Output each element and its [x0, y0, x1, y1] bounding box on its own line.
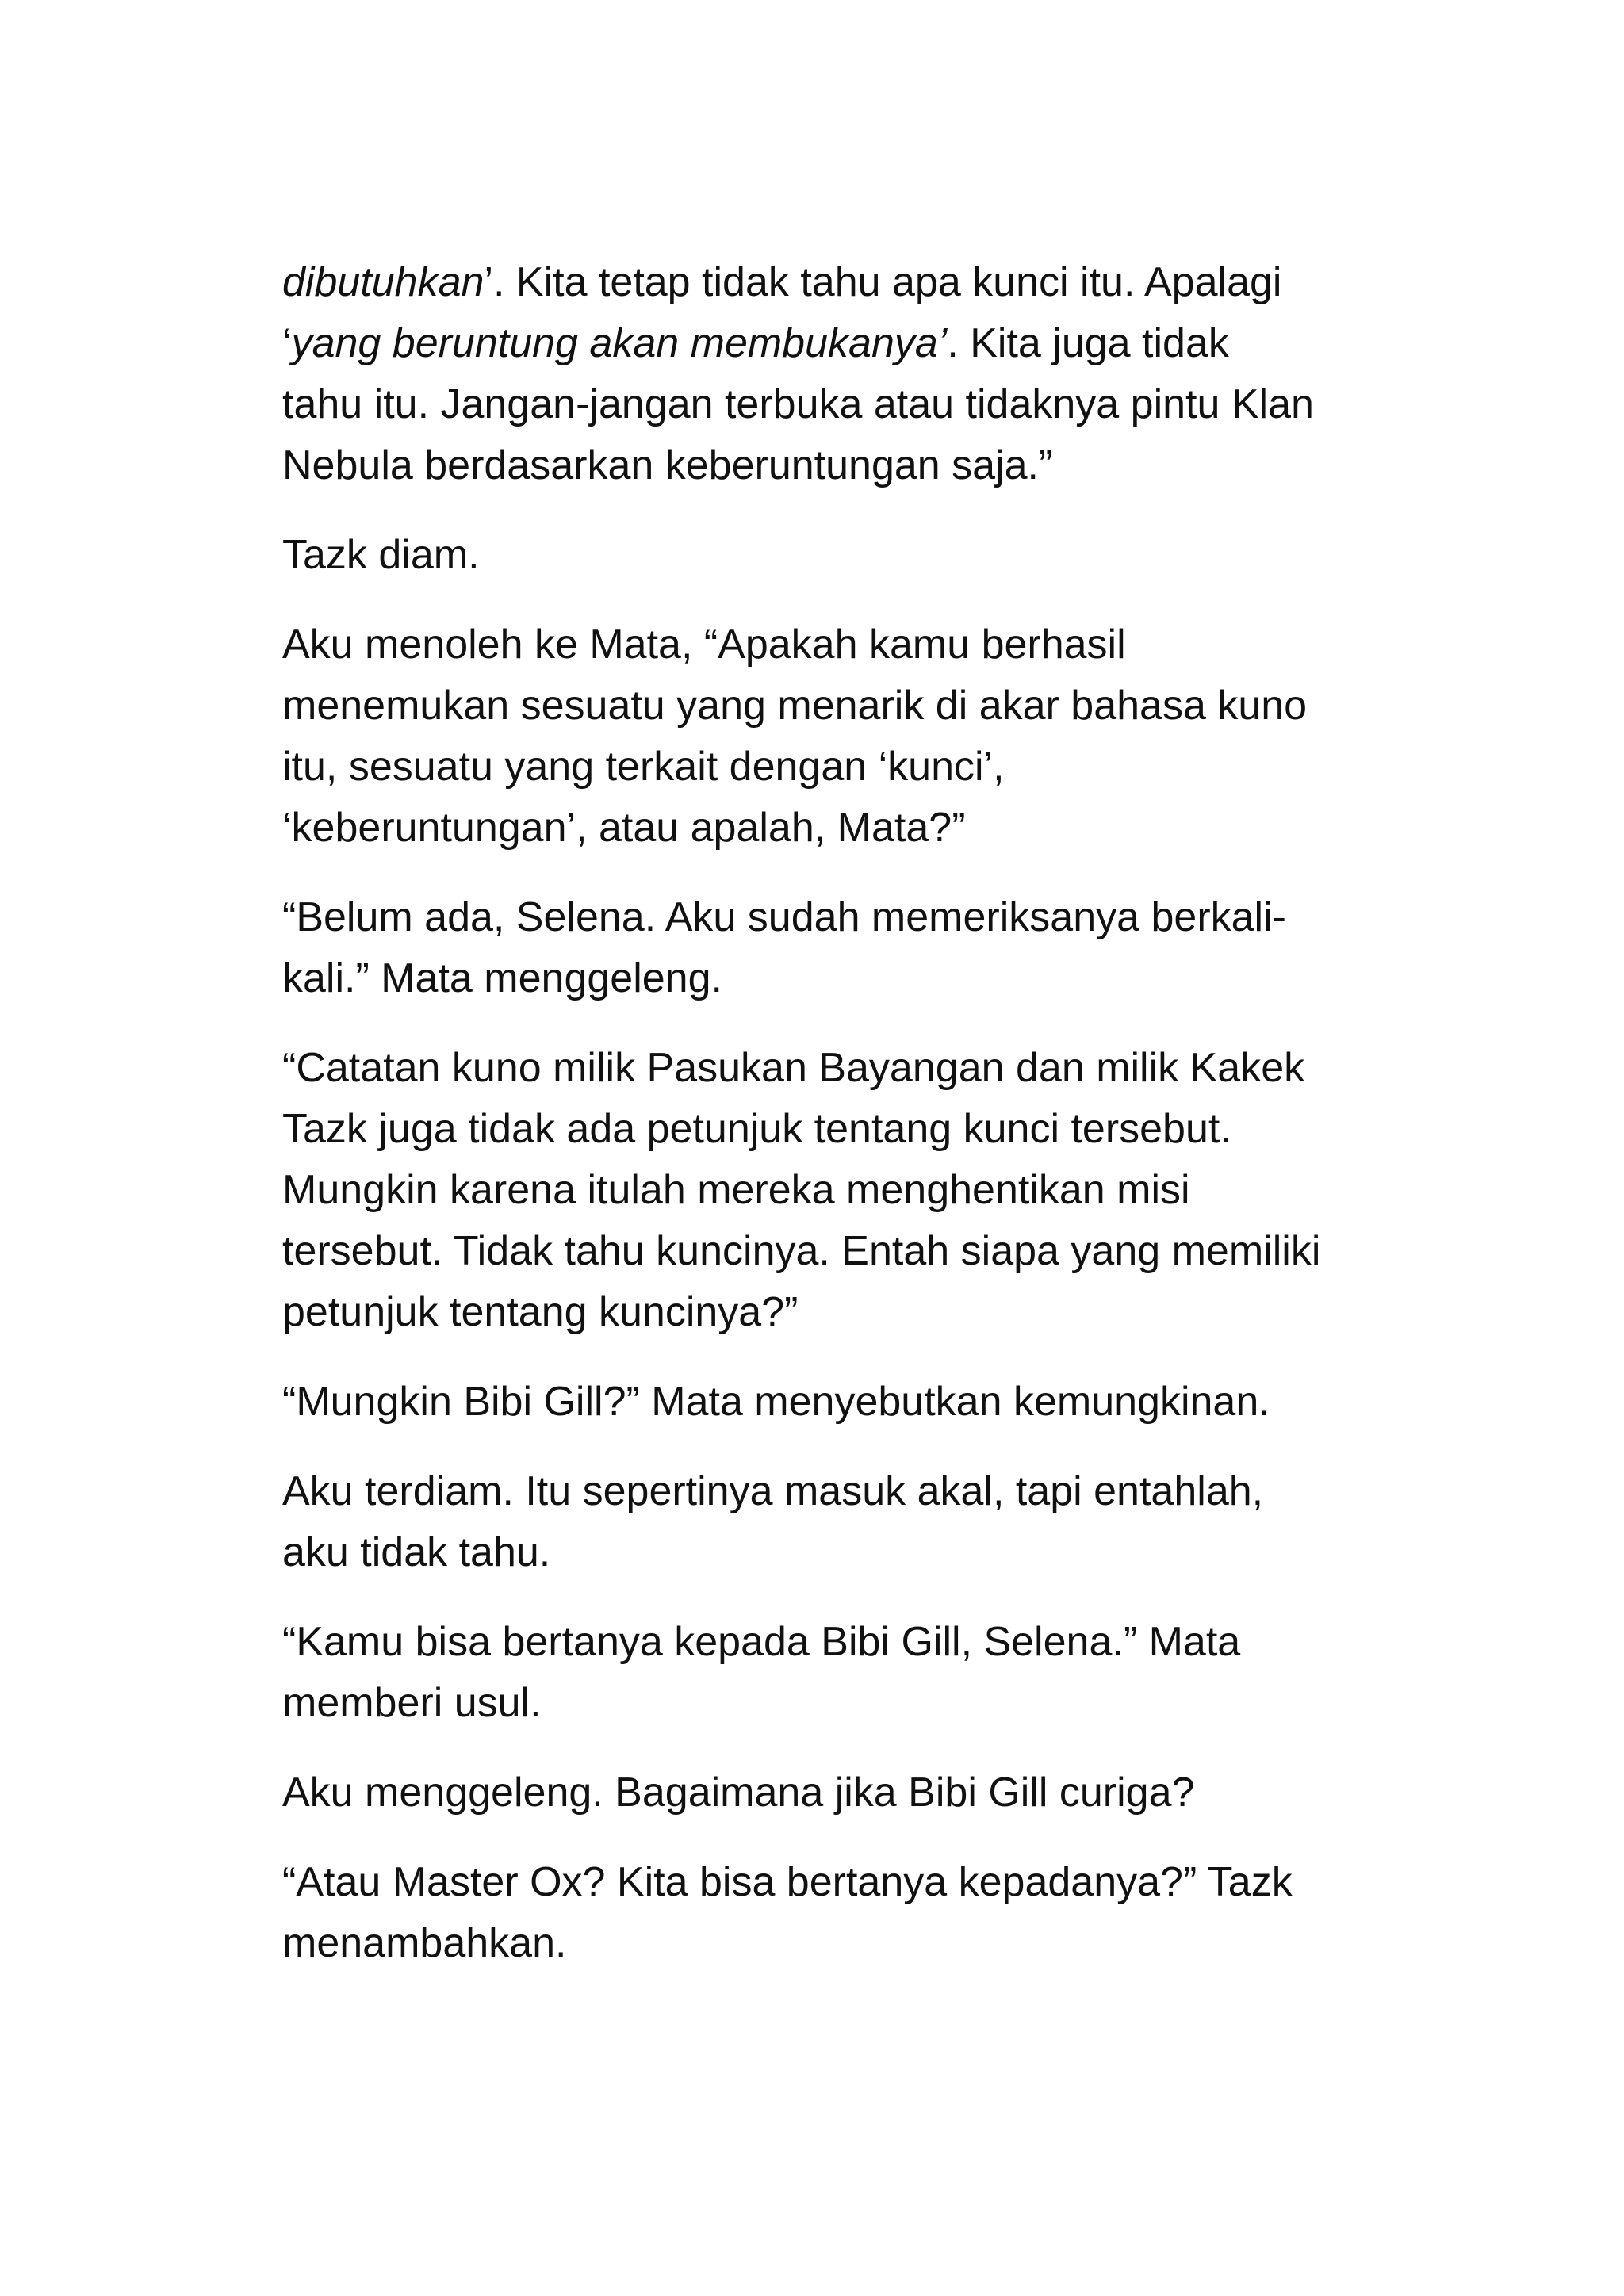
italic-text: dibutuhkan [282, 259, 485, 305]
text-line [282, 798, 1361, 859]
text-line [282, 887, 1361, 948]
text-line [282, 614, 1361, 675]
text-line [282, 252, 1361, 313]
text-line [282, 435, 1361, 496]
text-line [282, 1852, 1361, 1913]
text-run: Tazk juga tidak ada petunjuk tentang kunci tersebut. [282, 1106, 1231, 1152]
italic-text: yang beruntung akan membukanya’ [291, 320, 948, 366]
text-run: menemukan sesuatu yang menarik di akar bahasa kuno [282, 683, 1308, 729]
text-line [282, 1372, 1361, 1433]
text-line [282, 1612, 1361, 1673]
text-run: petunjuk tentang kuncinya?” [282, 1289, 799, 1335]
paragraph [282, 1461, 1361, 1583]
paragraph [282, 887, 1361, 1009]
paragraph [282, 252, 1361, 496]
text-line [282, 1762, 1361, 1823]
text-run: Aku terdiam. Itu sepertinya masuk akal, tapi entahlah, [282, 1468, 1264, 1514]
text-line [282, 1160, 1361, 1221]
text-run: . Kita juga tidak [947, 320, 1229, 366]
text-run: ‘ [282, 320, 292, 366]
paragraph [282, 1762, 1361, 1823]
text-line [282, 948, 1361, 1009]
paragraph [282, 1612, 1361, 1734]
text-run: ’. Kita tetap tidak tahu apa kunci itu. Apalagi [484, 259, 1282, 305]
paragraph [282, 1852, 1361, 1974]
text-run: Aku menoleh ke Mata, “Apakah kamu berhasil [282, 622, 1126, 668]
text-run: “Catatan kuno milik Pasukan Bayangan dan milik Kakek [282, 1045, 1305, 1091]
text-line [282, 374, 1361, 435]
text-run: menambahkan. [282, 1920, 567, 1966]
text-run: tersebut. Tidak tahu kuncinya. Entah siapa yang memiliki [282, 1228, 1321, 1274]
text-run: Aku menggeleng. Bagaimana jika Bibi Gill curiga? [282, 1770, 1195, 1816]
text-run: ‘keberuntungan’, atau apalah, Mata?” [282, 805, 966, 851]
text-line [282, 525, 1361, 586]
text-run: “Belum ada, Selena. Aku sudah memeriksanya berkali- [282, 894, 1286, 940]
text-line [282, 737, 1361, 798]
text-line [282, 1461, 1361, 1522]
text-line [282, 1913, 1361, 1974]
text-line [282, 1038, 1361, 1099]
paragraph [282, 1038, 1361, 1343]
text-run: memberi usul. [282, 1680, 542, 1726]
text-run: Tazk diam. [282, 532, 480, 578]
text-run: tahu itu. Jangan-jangan terbuka atau tidaknya pintu Klan [282, 381, 1314, 427]
text-run: itu, sesuatu yang terkait dengan ‘kunci’, [282, 744, 1005, 790]
text-run: “Kamu bisa bertanya kepada Bibi Gill, Selena.” Mata [282, 1619, 1241, 1665]
text-run: aku tidak tahu. [282, 1529, 551, 1575]
paragraph [282, 525, 1361, 586]
text-run: “Atau Master Ox? Kita bisa bertanya kepadanya?” Tazk [282, 1859, 1293, 1905]
text-run: Mungkin karena itulah mereka menghentikan misi [282, 1167, 1190, 1213]
paragraph [282, 1372, 1361, 1433]
paragraph [282, 614, 1361, 859]
text-run: “Mungkin Bibi Gill?” Mata menyebutkan kemungkinan. [282, 1379, 1270, 1425]
text-line [282, 1282, 1361, 1343]
text-line [282, 1673, 1361, 1734]
text-line [282, 675, 1361, 737]
text-line [282, 1221, 1361, 1282]
page-body-text [282, 252, 1361, 2003]
text-run: Nebula berdasarkan keberuntungan saja.” [282, 442, 1053, 488]
text-line [282, 1522, 1361, 1583]
text-line [282, 313, 1361, 374]
text-run: kali.” Mata menggeleng. [282, 955, 722, 1001]
text-line [282, 1099, 1361, 1160]
